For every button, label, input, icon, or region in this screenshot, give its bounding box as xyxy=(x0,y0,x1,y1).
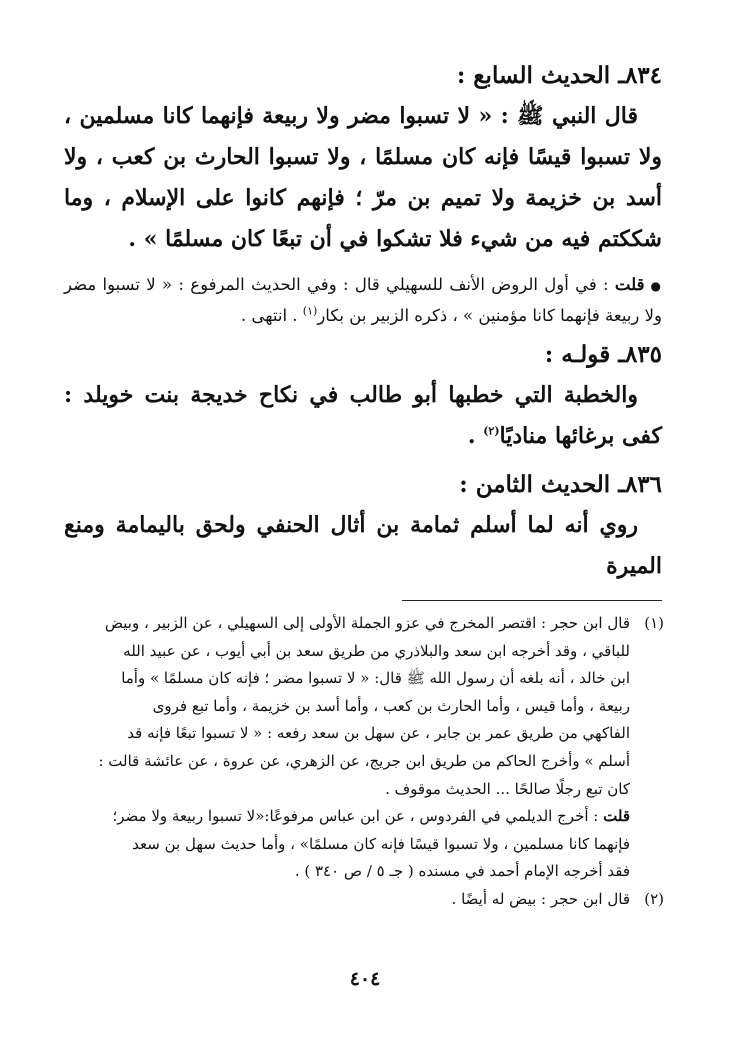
footnote-ref-2[interactable]: (٢) xyxy=(483,424,500,438)
footnote-line: الفاكهي من طريق عمر بن جابر ، عن سهل بن سعد رفعه : « لا تسبوا تبعًا فإنه قد xyxy=(127,724,630,743)
hadith-835-body xyxy=(64,375,662,457)
footnote-body xyxy=(62,886,630,914)
footnote-note-text: : أخرج الديلمي في الفردوس ، عن ابن عباس مرفوعًا:«لا تسبوا ربيعة ولا مضر؛ xyxy=(112,807,599,826)
footnote-line: فإنهما كانا مسلمين ، ولا تسبوا قيسًا فإنه كان مسلمًا» ، وأما حديث سهل بن سعد xyxy=(132,834,630,853)
hadith-835-heading: ٨٣٥ـ قولـه : xyxy=(544,341,662,368)
note-keyword: قلت xyxy=(614,275,645,294)
hadith-834-body: قال النبي ﷺ : « لا تسبوا مضر ولا ربيعة فإنهما كانا مسلمين ، ولا تسبوا قيسًا فإنه كان مسلمًا ، ولا تسبوا الحارث بن كعب ، ولا أسد بن خزيمة ولا تميم بن مرّ ؛ فإنهم كانوا على الإسلام ، وما شككتم فيه من شيء فلا تشكوا في أن تبعًا كان مسلمًا » . xyxy=(64,103,662,252)
footnote-line: قال ابن حجر : اقتصر المخرج في عزو الجملة الأولى إلى السهيلي ، عن الزبير ، وبيض xyxy=(104,614,630,632)
hadith-836-heading: ٨٣٦ـ الحديث الثامن : xyxy=(459,471,662,498)
footnote-number: (٢) xyxy=(644,889,664,908)
footnote-line: ربيعة ، وأما قيس ، وأما الحارث بن كعب ، وأما أسد بن خزيمة ، وأما تبع فروى xyxy=(152,696,630,715)
bullet-icon: ● xyxy=(650,279,662,293)
footnote-separator xyxy=(402,600,662,601)
footnote-2 xyxy=(62,886,664,914)
footnote-1 xyxy=(62,610,664,886)
hadith-836-body: روي أنه لما أسلم ثمامة بن أثال الحنفي ولحق باليمامة ومنع الميرة xyxy=(64,512,662,579)
footnotes xyxy=(62,610,664,914)
hadith-834-heading: ٨٣٤ـ الحديث السابع : xyxy=(456,62,662,89)
footnote-note-line xyxy=(62,803,630,831)
note-834 xyxy=(64,270,662,331)
footnote-body xyxy=(62,610,630,886)
footnote-number: (١) xyxy=(644,614,664,632)
footnote-line: قال ابن حجر : بيض له أيضًا . xyxy=(451,889,630,908)
footnote-line: للباقي ، وقد أخرجه ابن سعد والبلاذري من طريق سعد بن أبي أيوب ، عن عبيد الله xyxy=(123,641,630,660)
hadith-835-tail: . xyxy=(467,423,476,449)
footnote-line: كان تبع رجلًا صالحًا ... الحديث موقوف . xyxy=(385,779,630,798)
note-tail: . انتهى . xyxy=(241,306,298,325)
footnote-note-keyword: قلت xyxy=(603,807,630,826)
page-number: ٤٠٤ xyxy=(349,968,381,990)
footnote-line: فقد أخرجه الإمام أحمد في مسنده ( جـ ٥ / ص ٣٤٠ ) . xyxy=(294,862,630,881)
hadith-835-text: والخطبة التي خطبها أبو طالب في نكاح خديجة بنت خويلد : كفى برغائها مناديًا xyxy=(64,382,662,449)
footnote-line: أسلم » وأخرج الحاكم من طريق ابن جريج، عن الزهري، عن عروة ، عن عائشة قالت : xyxy=(98,751,630,770)
note-text: : في أول الروض الأنف للسهيلي قال : وفي الحديث المرفوع : « لا تسبوا مضر ولا ربيعة فإنهما كانا مؤمنين » ، ذكره الزبير بن بكار xyxy=(64,275,662,325)
footnote-ref-1[interactable]: (١) xyxy=(302,304,318,318)
footnote-line: ابن خالد ، أنه بلغه أن رسول الله ﷺ قال: « لا تسبوا مضر ؛ فإنه كان مسلمًا » وأما xyxy=(121,669,630,688)
main-text xyxy=(64,56,662,587)
